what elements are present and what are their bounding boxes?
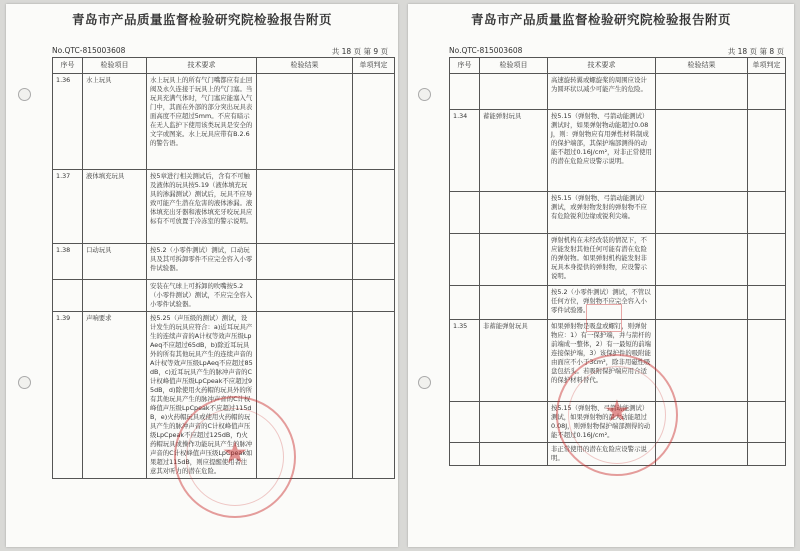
page-number: 共 18 页 第 9 页 bbox=[331, 47, 388, 56]
row-no bbox=[450, 443, 480, 466]
row-no: 1.39 bbox=[53, 312, 83, 479]
row-no bbox=[450, 192, 480, 234]
page-number: 共 18 页 第 8 页 bbox=[727, 47, 784, 56]
row-result bbox=[257, 280, 353, 312]
table-header-row bbox=[450, 58, 786, 74]
inspection-stamp bbox=[586, 304, 622, 332]
binding-hole-icon bbox=[418, 376, 431, 389]
row-no: 1.37 bbox=[53, 170, 83, 244]
table-row bbox=[450, 234, 786, 286]
row-requirement: 按5.15（弹射物、弓箭动能测试）测试时，如果弹射物动能超过0.08J，则：弹射物应有用弹性材料制成的保护端部，其保护端部测得的动能不超过0.16J/cm²，对非正常使用的潜在危险应设警示说明。 bbox=[548, 110, 656, 192]
report-number: No.QTC-815003608 bbox=[52, 46, 126, 55]
table-row bbox=[53, 280, 395, 312]
row-requirement: 按5.15（弹射物、弓箭动能测试）测试，如果弹射物的最大动能超过0.08J，则弹射物保护端部测得的动能不超过0.16J/cm²。 bbox=[548, 402, 656, 443]
row-item: 水上玩具 bbox=[83, 74, 147, 170]
report-page-9 bbox=[6, 4, 398, 547]
page-title: 青岛市产品质量监督检验研究院检验报告附页 bbox=[470, 12, 731, 27]
row-verdict bbox=[748, 320, 786, 402]
row-result bbox=[257, 244, 353, 280]
binding-hole-icon bbox=[18, 376, 31, 389]
row-verdict bbox=[748, 110, 786, 192]
row-no: 1.35 bbox=[450, 320, 480, 402]
row-verdict bbox=[748, 443, 786, 466]
row-item: 非蓄能弹射玩具 bbox=[480, 320, 548, 402]
row-requirement: 按5.2（小零件测试）测试，口动玩具及其可拆卸零件不应完全容入小零件试验器。 bbox=[147, 244, 257, 280]
row-item: 液体填充玩具 bbox=[83, 170, 147, 244]
row-verdict bbox=[353, 74, 395, 170]
header-item: 检验项目 bbox=[83, 58, 147, 74]
table-row bbox=[53, 244, 395, 280]
header-item: 检验项目 bbox=[480, 58, 548, 74]
row-requirement: 按5.2（小零件测试）测试，不管以任何方位，弹射物不应完全容入小零件试验器。 bbox=[548, 286, 656, 320]
header-requirement: 技术要求 bbox=[147, 58, 257, 74]
table-header-row bbox=[53, 58, 395, 74]
header-verdict: 单项判定 bbox=[353, 58, 395, 74]
seal-star-icon: ★ bbox=[221, 436, 249, 471]
report-number: No.QTC-815003608 bbox=[449, 46, 523, 55]
row-requirement: 按5章进行相关测试后，含有不可触及液体的玩具按5.19（液体填充玩具的渗漏测试）测试后，玩具不应导致可能产生潜在危害的液体渗漏。液体填充出牙器和液体填充牙咬玩具应标有不可放置于冷冻室的警示说明。 bbox=[147, 170, 257, 244]
row-verdict bbox=[748, 234, 786, 286]
row-requirement: 水上玩具上的所有气门嘴都应有止回阀及永久连接于玩具上的气门塞。当玩具充满气体时，气门塞应能塞入气门中，其面在外部的部分突出玩具表面高度不应超过5mm。不应有暗示在无人监护下使用该类玩具是安全的文字或图案。水上玩具应带有B.2.6的警告语。 bbox=[147, 74, 257, 170]
row-item: 声响要求 bbox=[83, 312, 147, 479]
row-item bbox=[480, 286, 548, 320]
row-item bbox=[480, 443, 548, 466]
seal-star-icon: ★ bbox=[603, 394, 631, 429]
page-title: 青岛市产品质量监督检验研究院检验报告附页 bbox=[71, 12, 332, 27]
header-no: 序号 bbox=[53, 58, 83, 74]
row-result bbox=[656, 286, 748, 320]
report-page-8 bbox=[408, 4, 794, 547]
row-requirement: 非正常使用的潜在危险应设警示说明。 bbox=[548, 443, 656, 466]
table-row bbox=[450, 192, 786, 234]
row-verdict bbox=[353, 312, 395, 479]
row-no: 1.38 bbox=[53, 244, 83, 280]
table-row bbox=[450, 74, 786, 110]
row-requirement: 弹射机构在未经改装的情况下，不应能发射其他任何可能有潜在危险的弹射物。如果弹射机构能发射非玩具本身提供的弹射物，应设警示说明。 bbox=[548, 234, 656, 286]
official-seal bbox=[174, 396, 296, 518]
row-result bbox=[656, 234, 748, 286]
row-requirement: 高速旋转翼或螺旋桨的周围应设计为圆环状以减少可能产生的危险。 bbox=[548, 74, 656, 110]
row-no bbox=[450, 402, 480, 443]
binding-hole-icon bbox=[18, 88, 31, 101]
row-item bbox=[480, 74, 548, 110]
row-verdict bbox=[353, 280, 395, 312]
row-item bbox=[83, 280, 147, 312]
header-result: 检验结果 bbox=[257, 58, 353, 74]
row-verdict bbox=[353, 244, 395, 280]
row-item bbox=[480, 192, 548, 234]
row-no bbox=[450, 74, 480, 110]
row-requirement: 如果弹射物是吸盘或螺钉，则弹射物应：1）有一保护端，并与箭杆的前端成一整体，2）有一最短的前端连接保护端，3）该保护件的吸附能由面应不小于3cm²，除非用磁性吸盘包括头。若吸附保护端应用合适的保护材料替代。 bbox=[548, 320, 656, 402]
official-seal bbox=[556, 354, 678, 476]
header-no: 序号 bbox=[450, 58, 480, 74]
table-row bbox=[450, 110, 786, 192]
row-requirement: 安装在气球上可拆卸的吹嘴按5.2（小零件测试）测试，不应完全容入小零件试验器。 bbox=[147, 280, 257, 312]
table-row bbox=[53, 170, 395, 244]
row-no: 1.36 bbox=[53, 74, 83, 170]
row-requirement: 按5.25（声压级的测试）测试，设计发生的玩具应符合：a)近耳玩具产生的连续声音的A计权等效声压级LpAeq不应超过65dB，b)除近耳玩具外的所有其他玩具产生的连续声音的A计权等效声压级LpAeq不应超过85dB，c)近耳玩具产生的脉冲声音的C计权峰值声压级LpCpeak不应超过95dB，d)除使用火药帽的玩具外的所有其他玩具产生的脉冲声音的C计权峰值声压级LpCpeak不应超过115dB，e)火药帽玩具或使用火药帽的玩具产生的脉冲声音的C计权峰值声压级LpCpeak不应超过125dB，f)火药帽玩具或操作功能玩具产生的脉冲声音的C计权峰值声压级LpCpeak如果超过115dB，则应提醒使用者注意其对听力的潜在危险。 bbox=[147, 312, 257, 479]
row-verdict bbox=[353, 170, 395, 244]
row-result bbox=[257, 74, 353, 170]
row-verdict bbox=[748, 286, 786, 320]
binding-hole-icon bbox=[418, 88, 431, 101]
row-verdict bbox=[748, 402, 786, 443]
row-no: 1.34 bbox=[450, 110, 480, 192]
row-verdict bbox=[748, 192, 786, 234]
row-requirement: 按5.15（弹射物、弓箭动能测试）测试，或弹射物发射的弹射物不应有危险锐利边缘或锐利尖端。 bbox=[548, 192, 656, 234]
row-item: 蓄能弹射玩具 bbox=[480, 110, 548, 192]
header-verdict: 单项判定 bbox=[748, 58, 786, 74]
header-result: 检验结果 bbox=[656, 58, 748, 74]
table-row bbox=[53, 74, 395, 170]
row-no bbox=[53, 280, 83, 312]
row-result bbox=[656, 192, 748, 234]
row-verdict bbox=[748, 74, 786, 110]
row-item: 口动玩具 bbox=[83, 244, 147, 280]
row-result bbox=[656, 110, 748, 192]
row-result bbox=[257, 170, 353, 244]
header-requirement: 技术要求 bbox=[548, 58, 656, 74]
row-result bbox=[656, 74, 748, 110]
row-no bbox=[450, 234, 480, 286]
row-item bbox=[480, 234, 548, 286]
row-item bbox=[480, 402, 548, 443]
row-no bbox=[450, 286, 480, 320]
